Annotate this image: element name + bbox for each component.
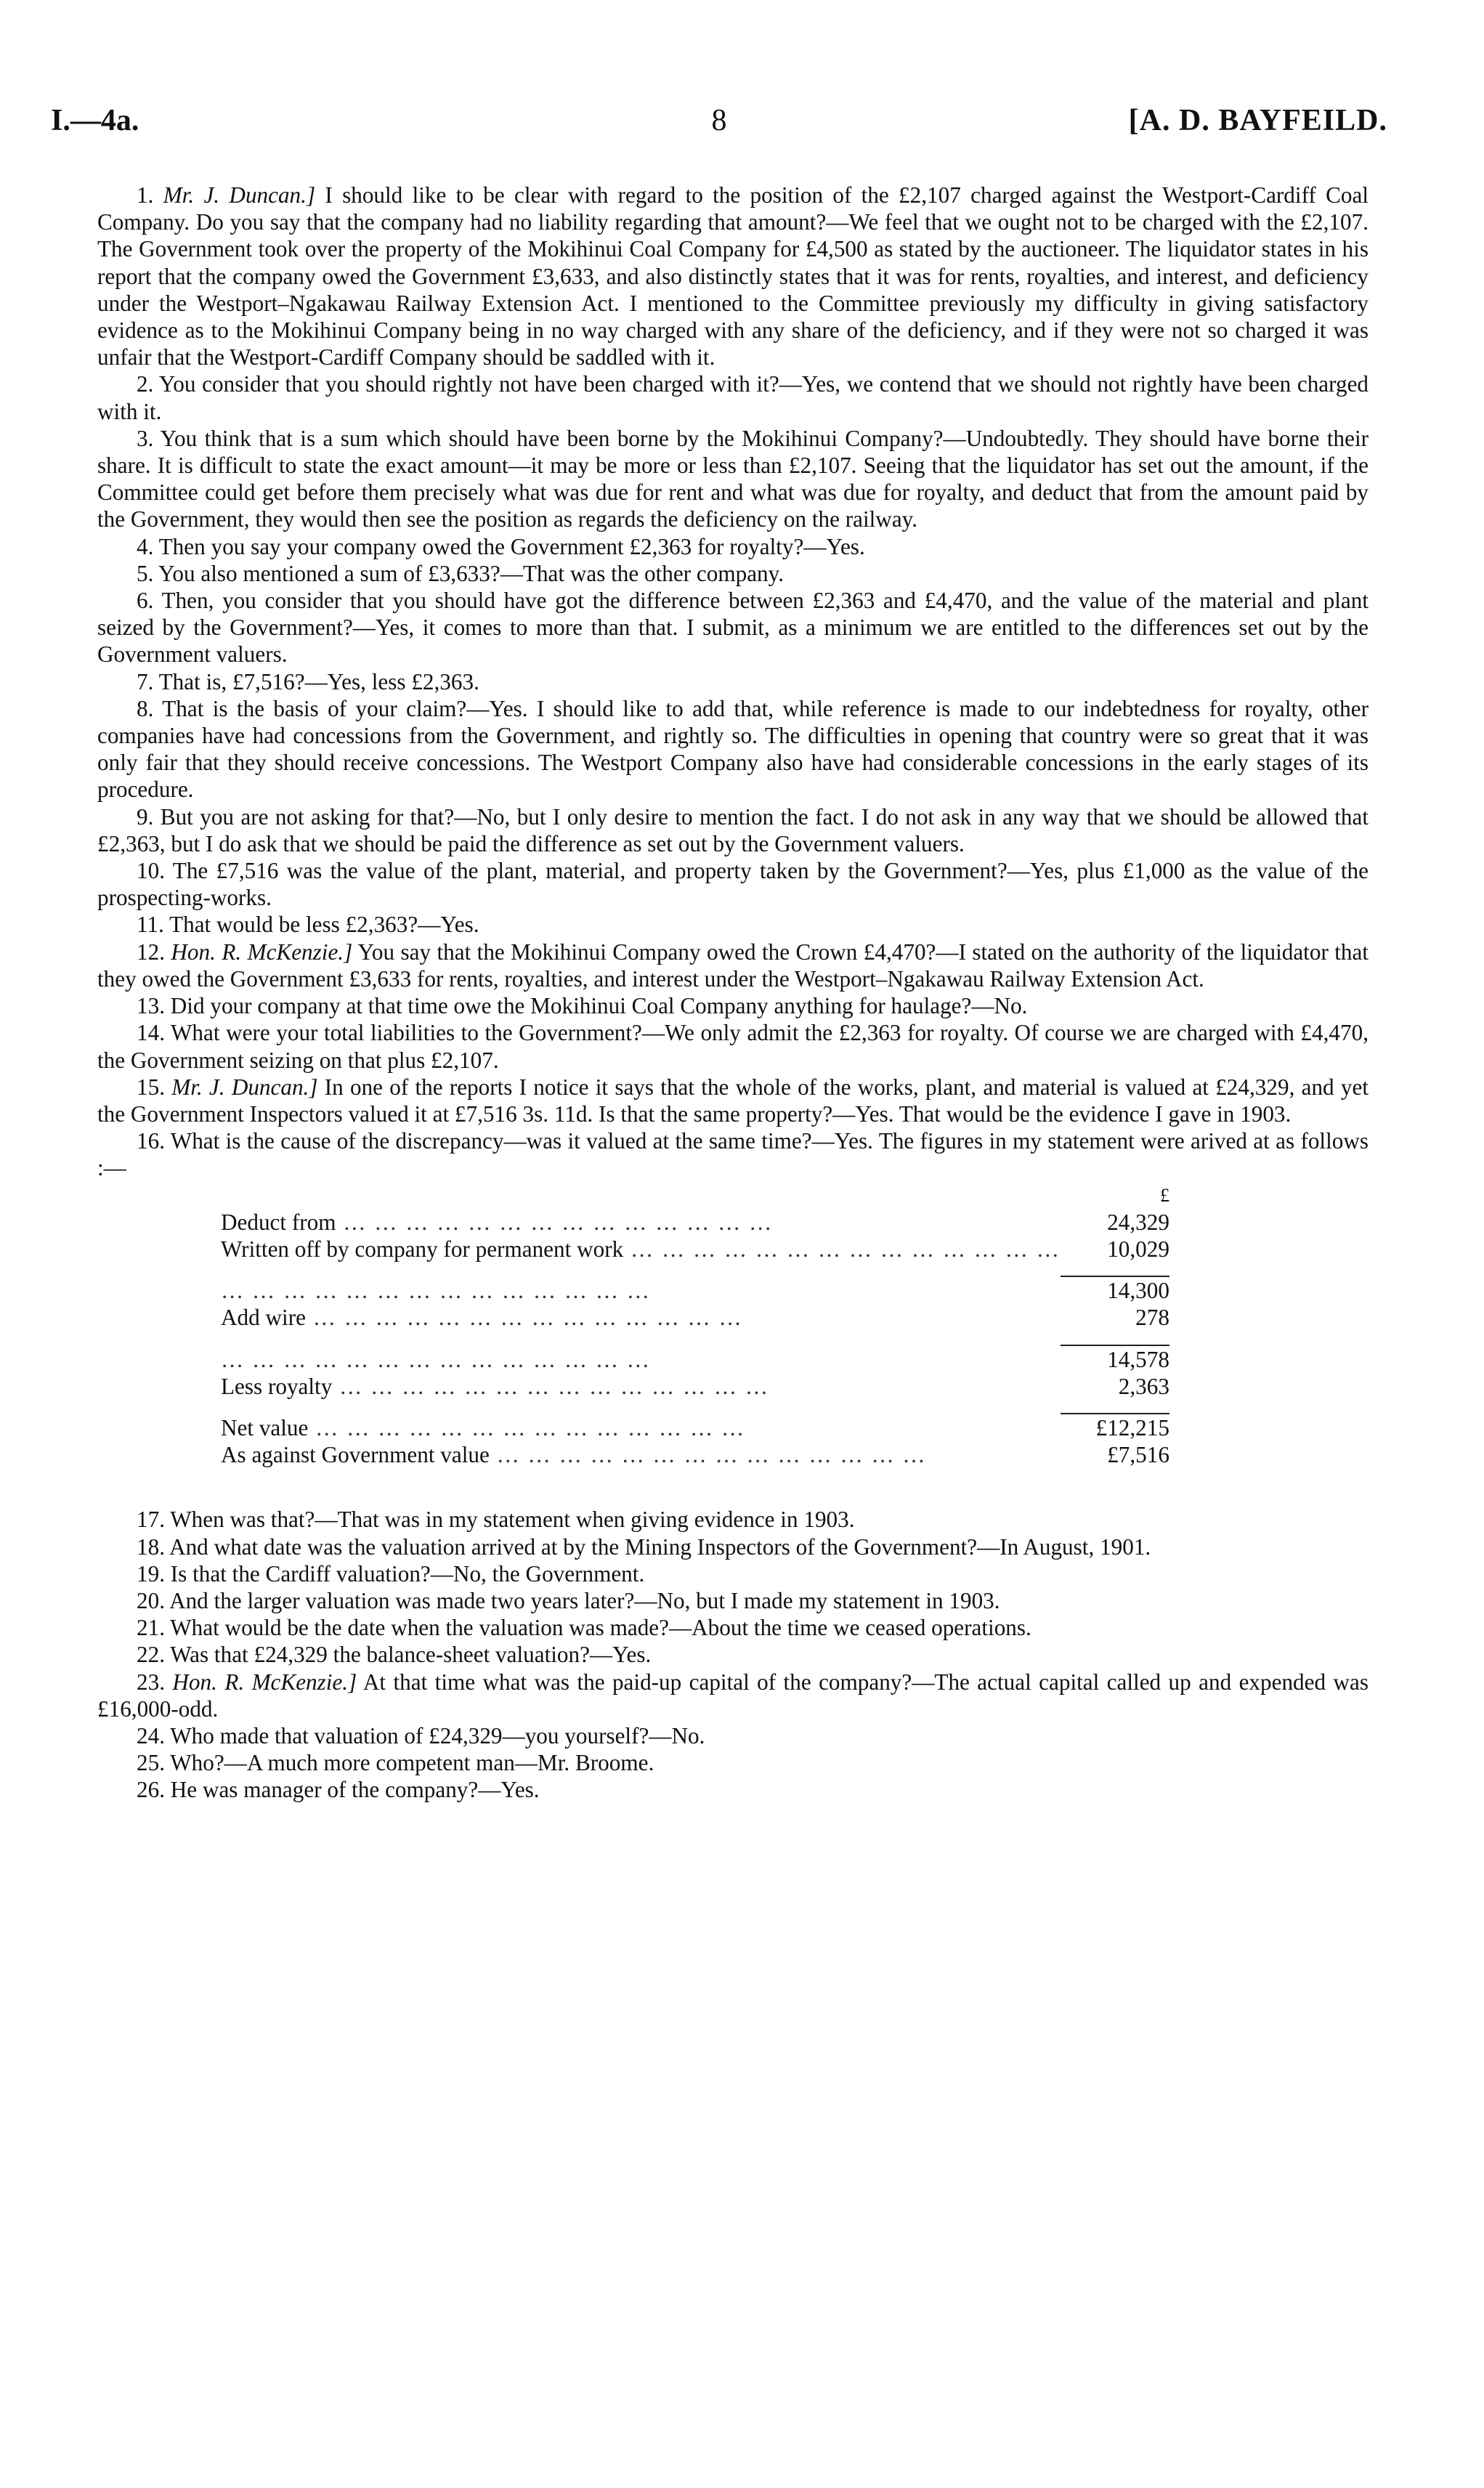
question-number: 2. xyxy=(137,371,154,397)
statement-label: Net value xyxy=(221,1414,309,1440)
question-number: 5. xyxy=(137,560,154,586)
leader-dots: … … … … … … … … … … … … … … xyxy=(221,1278,651,1304)
question-paragraph xyxy=(97,1641,1369,1668)
question-paragraph xyxy=(97,1776,1369,1803)
question-paragraph xyxy=(97,1614,1369,1641)
question-paragraph xyxy=(97,992,1369,1019)
question-paragraph xyxy=(97,425,1369,533)
question-number: 13. xyxy=(137,993,165,1019)
question-paragraph xyxy=(97,1722,1369,1749)
question-answer-text: And what date was the valuation arrived at by the Mining Inspectors of the Government?—In August, 1901. xyxy=(169,1533,1151,1560)
statement-amount: 24,329 xyxy=(1107,1209,1169,1235)
currency-header: £ xyxy=(1159,1184,1169,1206)
question-answer-text: In one of the reports I notice it says that the whole of the works, plant, and material is valued at £24,329, and yet the Government Inspectors valued it at £7,516 3s. 11d. Is that the same property?—Yes. That would be the evidence I gave in 1903. xyxy=(97,1074,1369,1127)
question-answer-text: Who made that valuation of £24,329—you yourself?—No. xyxy=(170,1722,705,1749)
question-answer-text: You say that the Mokihinui Company owed the Crown £4,470?—I stated on the authority of the liquidator that they owed the Government £3,633 for rents, royalties, and interest under the Westport–Ngakawau Railway Extension Act. xyxy=(97,939,1369,992)
question-answer-text: What is the cause of the discrepancy—was it valued at the same time?—Yes. The figures in my statement were arived at as follows :— xyxy=(97,1128,1369,1181)
question-paragraph xyxy=(97,370,1369,424)
question-number: 21. xyxy=(137,1615,165,1641)
question-paragraph xyxy=(97,1560,1369,1587)
page-number: 8 xyxy=(711,104,727,137)
statement-amount: 14,578 xyxy=(1061,1345,1169,1373)
question-answer-text: Then you say your company owed the Government £2,363 for royalty?—Yes. xyxy=(158,533,865,559)
question-number: 14. xyxy=(137,1020,165,1046)
leader-dots: … … … … … … … … … … … … … … xyxy=(623,1236,1061,1262)
question-paragraph xyxy=(97,803,1369,857)
statement-row xyxy=(221,1441,1169,1468)
question-number: 11. xyxy=(137,912,164,938)
question-paragraph xyxy=(97,587,1369,668)
question-answer-text: At that time what was the paid-up capital of the company?—The actual capital called up and expended was £16,000-odd. xyxy=(97,1669,1369,1722)
question-number: 8. xyxy=(137,695,154,721)
statement-amount: 14,300 xyxy=(1061,1276,1169,1304)
question-number: 24. xyxy=(137,1722,165,1749)
questions-1-16 xyxy=(97,182,1369,1182)
question-answer-text: That would be less £2,363?—Yes. xyxy=(169,912,479,938)
questions-17-26 xyxy=(97,1506,1369,1803)
leader-dots: … … … … … … … … … … … … … … xyxy=(221,1346,651,1372)
statement-label: Written off by company for permanent work xyxy=(221,1236,624,1262)
question-number: 10. xyxy=(137,858,165,884)
question-paragraph xyxy=(97,939,1369,992)
question-answer-text: And the larger valuation was made two years later?—No, but I made my statement in 1903. xyxy=(169,1587,1000,1613)
question-number: 20. xyxy=(137,1587,165,1613)
question-answer-text: You consider that you should rightly not have been charged with it?—Yes, we contend that we should not rightly have been charged with it. xyxy=(97,371,1369,424)
speaker-name: Mr. J. Duncan.] xyxy=(163,182,316,208)
statement-row xyxy=(221,1345,1169,1373)
statement-amount: £12,215 xyxy=(1061,1414,1169,1441)
statement-amount: 2,363 xyxy=(1118,1373,1169,1399)
question-number: 17. xyxy=(137,1507,165,1533)
question-answer-text: That is the basis of your claim?—Yes. I should like to add that, while reference is made to our indebtedness for royalty, other companies have had concessions from the Government, and rightly so. The difficulties in opening that country were so great that it was only fair that they should receive concessions. The Westport Company also have had considerable concessions in the early stages of its procedure. xyxy=(97,695,1369,803)
statement-amount: £7,516 xyxy=(1107,1442,1169,1468)
question-paragraph xyxy=(97,533,1369,560)
question-number: 1. xyxy=(137,182,154,208)
question-number: 3. xyxy=(137,425,154,451)
question-answer-text: Is that the Cardiff valuation?—No, the Government. xyxy=(170,1560,645,1587)
question-answer-text: He was manager of the company?—Yes. xyxy=(170,1777,540,1803)
question-paragraph xyxy=(97,1506,1369,1533)
question-answer-text: The £7,516 was the value of the plant, material, and property taken by the Government?—Yes, plus £1,000 as the value of the prospecting-works. xyxy=(97,858,1369,911)
question-answer-text: I should like to be clear with regard to the position of the £2,107 charged against the Westport-Cardiff Coal Company. Do you say that the company had no liability regarding that amount?—We feel that we ought not to be charged with the £2,107. The Government took over the property of the Mokihinui Coal Company for £4,500 as stated by the auctioneer. The liquidator states in his report that the company owed the Government £3,633, and also distinctly states that it was for rents, royalties, and interest, and deficiency under the Westport–Ngakawau Railway Extension Act. I mentioned to the Committee previously my difficulty in giving satisfactory evidence as to the Mokihinui Company being in no way charged with any share of the deficiency, and if they were not so charged it was unfair that the Westport-Cardiff Company should be saddled with it. xyxy=(97,182,1369,370)
statement-label: Add wire xyxy=(221,1305,306,1331)
speaker-name: Hon. R. McKenzie.] xyxy=(172,1669,357,1695)
evidence-body xyxy=(97,182,1369,1804)
statement-label: Deduct from xyxy=(221,1209,336,1235)
question-answer-text: Who?—A much more competent man—Mr. Broome. xyxy=(170,1750,654,1776)
question-number: 19. xyxy=(137,1560,165,1587)
question-paragraph xyxy=(97,857,1369,911)
leader-dots: … … … … … … … … … … … … … … xyxy=(305,1305,743,1331)
question-number: 6. xyxy=(137,588,154,614)
question-number: 9. xyxy=(137,803,154,830)
statement-row xyxy=(221,1209,1169,1236)
question-number: 26. xyxy=(137,1777,165,1803)
question-number: 25. xyxy=(137,1750,165,1776)
statement-row xyxy=(221,1373,1169,1400)
question-paragraph xyxy=(97,560,1369,587)
question-paragraph xyxy=(97,1127,1369,1181)
question-answer-text: What would be the date when the valuation was made?—About the time we ceased operations. xyxy=(170,1615,1031,1641)
question-number: 7. xyxy=(137,668,154,694)
speaker-name: Mr. J. Duncan.] xyxy=(171,1074,318,1100)
question-answer-text: Then, you consider that you should have got the difference between £2,363 and £4,470, and the value of the material and plant seized by the Government?—Yes, it comes to more than that. I submit, as a minimum we are entitled to the differences set out by the Government valuers. xyxy=(97,588,1369,668)
statement-label: Less royalty xyxy=(221,1373,333,1399)
question-paragraph xyxy=(97,1074,1369,1127)
statement-amount: 10,029 xyxy=(1107,1236,1169,1262)
question-number: 4. xyxy=(137,533,154,559)
question-paragraph xyxy=(97,182,1369,370)
question-number: 22. xyxy=(137,1642,165,1668)
question-answer-text: You think that is a sum which should have been borne by the Mokihinui Company?—Undoubtedly. They should have borne their share. It is difficult to state the exact amount—it may be more or less than £2,107. Seeing that the liquidator has set out the amount, if the Committee could get before them precisely what was due for rent and what was due for royalty, and deduct that from the amount paid by the Government, they would then see the position as regards the deficiency on the railway. xyxy=(97,425,1369,532)
question-paragraph xyxy=(97,1019,1369,1073)
question-number: 15. xyxy=(137,1074,165,1100)
question-number: 18. xyxy=(137,1533,165,1560)
question-answer-text: You also mentioned a sum of £3,633?—That was the other company. xyxy=(158,560,784,586)
witness-name: [A. D. BAYFEILD. xyxy=(1128,104,1387,137)
leader-dots: … … … … … … … … … … … … … … xyxy=(336,1209,774,1235)
question-number: 23. xyxy=(137,1669,165,1695)
statement-row xyxy=(221,1276,1169,1304)
question-paragraph xyxy=(97,1749,1369,1776)
question-paragraph xyxy=(97,695,1369,803)
question-paragraph xyxy=(97,668,1369,695)
valuation-statement xyxy=(221,1182,1169,1469)
leader-dots: … … … … … … … … … … … … … … xyxy=(489,1442,927,1468)
question-paragraph xyxy=(97,1669,1369,1722)
question-answer-text: That is, £7,516?—Yes, less £2,363. xyxy=(158,668,479,694)
question-paragraph xyxy=(97,1533,1369,1560)
question-answer-text: But you are not asking for that?—No, but I only desire to mention the fact. I do not ask in any way that we should be allowed that £2,363, but I do ask that we should be paid the difference as set out by the Government valuers. xyxy=(97,803,1369,856)
question-number: 16. xyxy=(137,1128,165,1154)
question-answer-text: Was that £24,329 the balance-sheet valuation?—Yes. xyxy=(170,1642,652,1668)
document-reference: I.—4a. xyxy=(51,104,139,137)
leader-dots: … … … … … … … … … … … … … … xyxy=(332,1373,770,1399)
leader-dots: … … … … … … … … … … … … … … xyxy=(308,1414,746,1440)
statement-label: As against Government value xyxy=(221,1442,490,1468)
question-paragraph xyxy=(97,1587,1369,1614)
statement-row xyxy=(221,1304,1169,1331)
question-answer-text: When was that?—That was in my statement when giving evidence in 1903. xyxy=(170,1507,855,1533)
statement-amount: 278 xyxy=(1135,1305,1169,1331)
question-answer-text: Did your company at that time owe the Mokihinui Coal Company anything for haulage?—No. xyxy=(170,993,1028,1019)
question-answer-text: What were your total liabilities to the Government?—We only admit the £2,363 for royalty. Of course we are charged with £4,470, the Government seizing on that plus £2,107. xyxy=(97,1020,1369,1073)
statement-row xyxy=(221,1414,1169,1441)
speaker-name: Hon. R. McKenzie.] xyxy=(171,939,353,965)
question-number: 12. xyxy=(137,939,165,965)
question-paragraph xyxy=(97,911,1369,938)
statement-row xyxy=(221,1236,1169,1263)
page-header xyxy=(51,103,1387,147)
